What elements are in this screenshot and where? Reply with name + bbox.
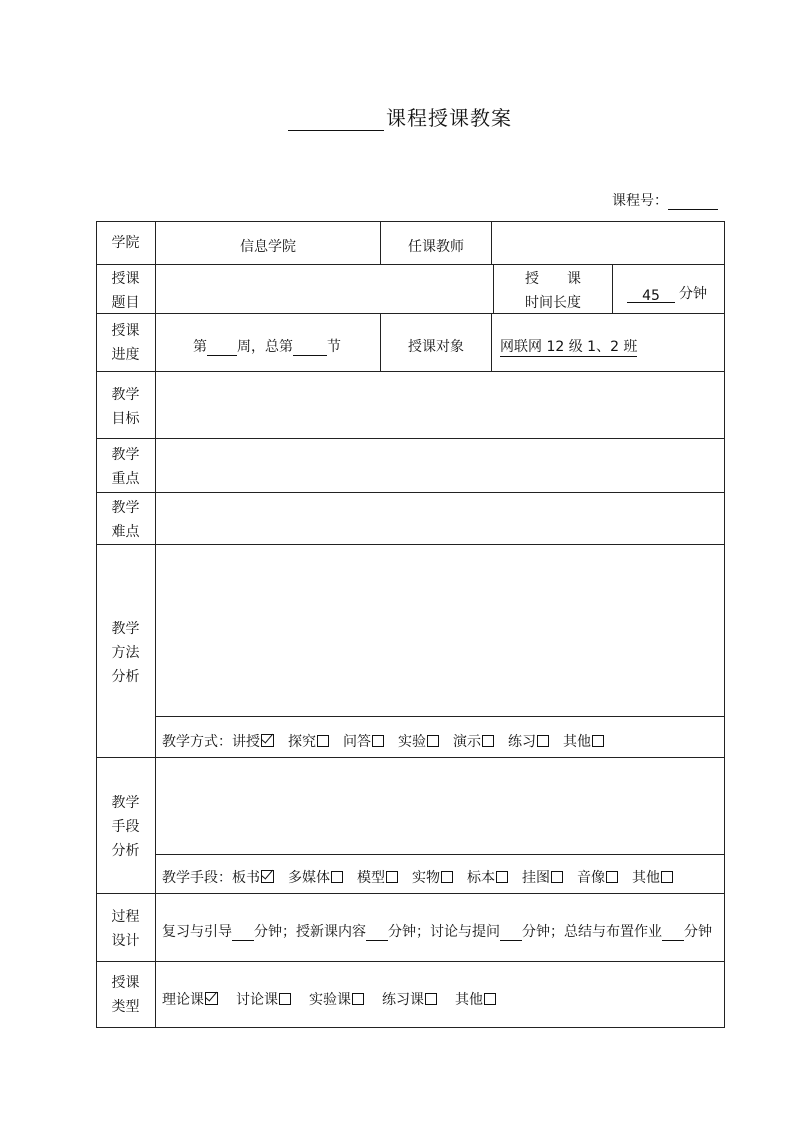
type-option[interactable]: [236, 989, 291, 1009]
goal-label-line2: 目标: [111, 411, 140, 427]
checked-box-icon[interactable]: [261, 870, 274, 883]
teacher-label: 任课教师: [408, 239, 464, 255]
progress-value: [193, 336, 341, 356]
process-part: 复习与引导: [162, 924, 232, 940]
method-content[interactable]: [156, 545, 724, 716]
key-label: [96, 443, 155, 491]
type-option-label: 练习课: [382, 992, 424, 1008]
duration-value[interactable]: 45: [627, 288, 675, 303]
topic-label-line2: 题目: [111, 295, 140, 311]
process-part: 分钟: [684, 924, 712, 940]
type-option[interactable]: [162, 989, 218, 1009]
checkbox-icon[interactable]: [317, 735, 329, 747]
method-option[interactable]: [288, 731, 329, 751]
checkbox-icon[interactable]: [425, 993, 437, 1005]
type-option-label: 其他: [455, 992, 483, 1008]
difficulty-label-line2: 难点: [111, 524, 140, 540]
page-title: [0, 102, 800, 131]
duration-label-line2: 时间长度: [525, 295, 581, 311]
type-option[interactable]: [455, 989, 496, 1009]
progress-week-prefix: 第: [193, 339, 207, 355]
means-option[interactable]: [522, 867, 563, 887]
means-option[interactable]: [357, 867, 398, 887]
progress-label: [96, 319, 155, 367]
type-option[interactable]: [382, 989, 437, 1009]
goal-label: [96, 383, 155, 431]
goal-label-line1: 教学: [111, 387, 140, 403]
method-option[interactable]: [453, 731, 494, 751]
method-option-label: 探究: [288, 734, 316, 750]
means-option[interactable]: [577, 867, 618, 887]
process-content: [162, 921, 712, 941]
checkbox-icon[interactable]: [372, 735, 384, 747]
method-option[interactable]: [343, 731, 384, 751]
means-label-line3: 分析: [111, 843, 140, 859]
discussion-minutes-blank[interactable]: [500, 926, 522, 941]
means-content[interactable]: [156, 758, 724, 854]
checkbox-icon[interactable]: [496, 871, 508, 883]
checkbox-icon[interactable]: [551, 871, 563, 883]
means-option-label: 模型: [357, 870, 385, 886]
type-option-label: 讨论课: [236, 992, 278, 1008]
method-label: [96, 617, 155, 689]
type-option-label: 理论课: [162, 992, 204, 1008]
method-option-label: 实验: [398, 734, 426, 750]
means-option-label: 挂图: [522, 870, 550, 886]
course-number-blank[interactable]: [668, 195, 718, 210]
checkbox-icon[interactable]: [484, 993, 496, 1005]
key-label-line2: 重点: [111, 471, 140, 487]
means-option-label: 标本: [467, 870, 495, 886]
review-minutes-blank[interactable]: [232, 926, 254, 941]
checkbox-icon[interactable]: [386, 871, 398, 883]
means-label: [96, 791, 155, 863]
course-number: [612, 190, 718, 210]
progress-label-line1: 授课: [111, 323, 140, 339]
type-option[interactable]: [309, 989, 364, 1009]
process-label-line1: 过程: [111, 909, 140, 925]
process-label: [96, 905, 155, 953]
process-part: 分钟；授新课内容: [254, 924, 366, 940]
progress-week-middle: 周，总第: [237, 339, 293, 355]
college-label: 学院: [111, 235, 140, 251]
duration-field: [627, 283, 707, 303]
checkbox-icon[interactable]: [441, 871, 453, 883]
means-option[interactable]: [288, 867, 343, 887]
type-option-label: 实验课: [309, 992, 351, 1008]
type-options: [162, 989, 510, 1009]
difficulty-label: [96, 496, 155, 544]
topic-value[interactable]: [156, 280, 492, 298]
type-label-line1: 授课: [111, 975, 140, 991]
process-part: 分钟；讨论与提问: [388, 924, 500, 940]
means-label-line2: 手段: [111, 819, 140, 835]
checkbox-icon[interactable]: [537, 735, 549, 747]
target-label: 授课对象: [408, 339, 464, 355]
checkbox-icon[interactable]: [661, 871, 673, 883]
method-option[interactable]: [508, 731, 549, 751]
method-option[interactable]: [563, 731, 604, 751]
method-label-line1: 教学: [111, 621, 140, 637]
means-options: [162, 867, 687, 887]
method-option[interactable]: [398, 731, 439, 751]
means-option[interactable]: [232, 867, 274, 887]
method-option-label: 讲授: [232, 734, 260, 750]
means-prefix: 教学手段：: [162, 870, 232, 886]
duration-label: [494, 267, 612, 315]
process-part: 分钟；总结与布置作业: [522, 924, 662, 940]
means-option-label: 其他: [632, 870, 660, 886]
course-name-blank[interactable]: [288, 110, 384, 131]
method-option[interactable]: [232, 731, 274, 751]
lesson-blank[interactable]: [293, 341, 327, 356]
method-options: [162, 731, 618, 751]
method-prefix: 教学方式：: [162, 734, 232, 750]
target-value[interactable]: 网联网 12 级 1、2 班: [500, 336, 637, 357]
checkbox-icon[interactable]: [482, 735, 494, 747]
progress-week-suffix: 节: [327, 339, 341, 355]
difficulty-label-line1: 教学: [111, 500, 140, 516]
method-label-line3: 分析: [111, 669, 140, 685]
type-label-line2: 类型: [111, 999, 140, 1015]
key-content[interactable]: [156, 439, 724, 492]
process-label-line2: 设计: [111, 933, 140, 949]
means-option-label: 音像: [577, 870, 605, 886]
difficulty-content[interactable]: [156, 493, 724, 544]
checkbox-icon[interactable]: [427, 735, 439, 747]
college-value[interactable]: 信息学院: [240, 239, 296, 255]
method-option-label: 其他: [563, 734, 591, 750]
method-option-label: 练习: [508, 734, 536, 750]
means-label-line1: 教学: [111, 795, 140, 811]
means-option-label: 实物: [412, 870, 440, 886]
checked-box-icon[interactable]: [205, 992, 218, 1005]
goal-content[interactable]: [156, 372, 724, 438]
checkbox-icon[interactable]: [331, 871, 343, 883]
means-option-label: 多媒体: [288, 870, 330, 886]
topic-label: [96, 267, 155, 315]
teacher-value[interactable]: [492, 236, 724, 254]
week-blank[interactable]: [207, 341, 237, 356]
means-option-label: 板书: [232, 870, 260, 886]
checkbox-icon[interactable]: [592, 735, 604, 747]
method-option-label: 演示: [453, 734, 481, 750]
progress-label-line2: 进度: [111, 347, 140, 363]
title-text: 课程授课教案: [386, 106, 512, 130]
key-label-line1: 教学: [111, 447, 140, 463]
checkbox-icon[interactable]: [279, 993, 291, 1005]
means-option[interactable]: [467, 867, 508, 887]
course-number-label: 课程号：: [612, 193, 668, 209]
summary-minutes-blank[interactable]: [662, 926, 684, 941]
means-option[interactable]: [412, 867, 453, 887]
method-option-label: 问答: [343, 734, 371, 750]
duration-unit: 分钟: [679, 286, 707, 302]
means-option[interactable]: [632, 867, 673, 887]
type-label: [96, 971, 155, 1019]
method-label-line2: 方法: [111, 645, 140, 661]
duration-label-line1: 授 课: [525, 271, 581, 287]
checkbox-icon[interactable]: [606, 871, 618, 883]
checkbox-icon[interactable]: [352, 993, 364, 1005]
checked-box-icon[interactable]: [261, 734, 274, 747]
topic-label-line1: 授课: [111, 271, 140, 287]
new-content-minutes-blank[interactable]: [366, 926, 388, 941]
